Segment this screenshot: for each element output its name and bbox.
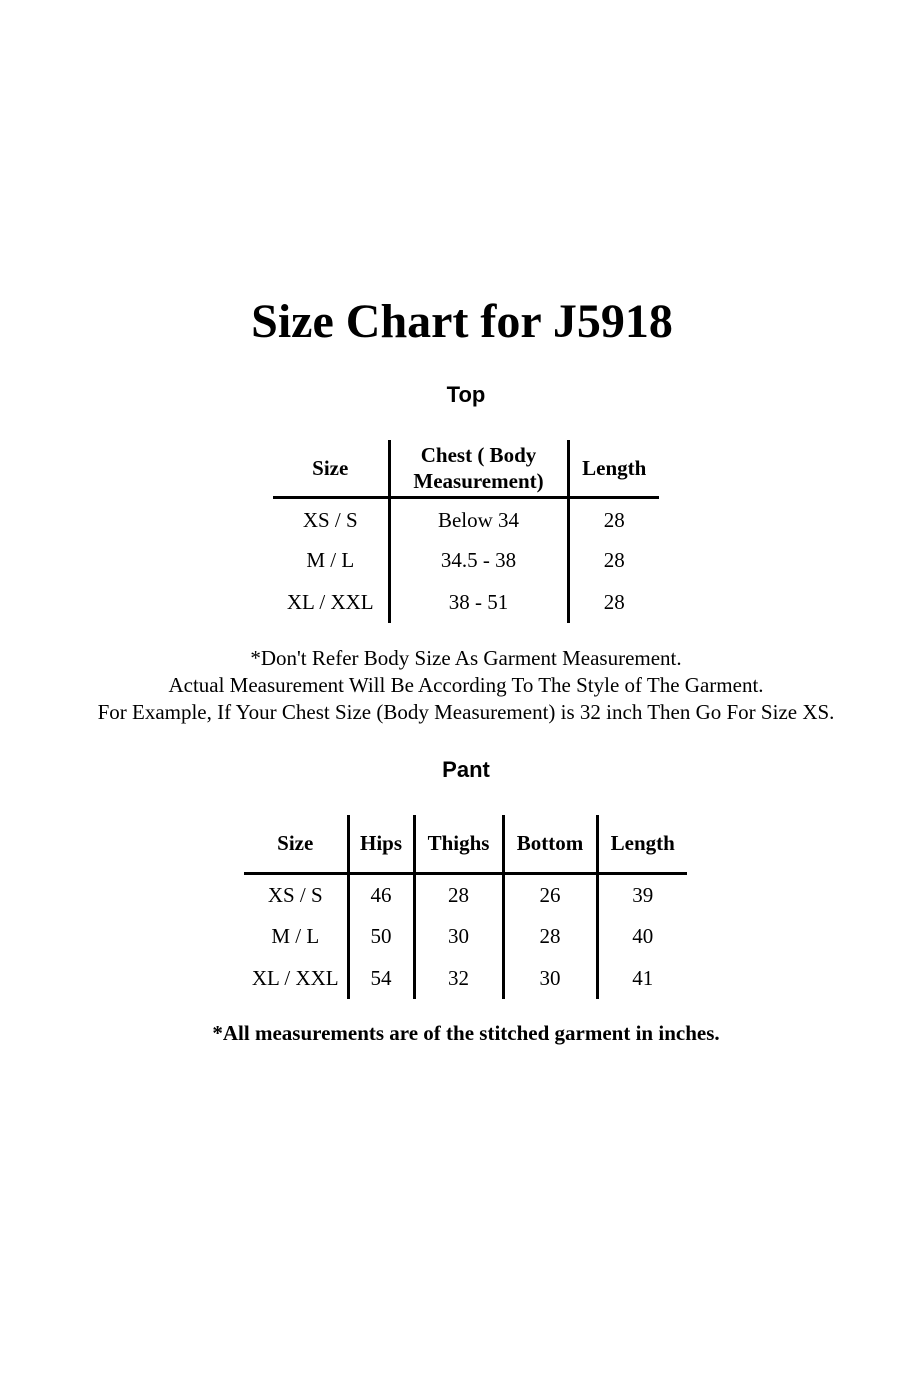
table-row: [244, 915, 687, 957]
pant-cell-thighs: 32: [414, 957, 503, 999]
pant-cell-hips: 50: [348, 915, 414, 957]
top-section-label: Top: [446, 382, 486, 407]
top-header-chest-line2: Measurement): [413, 468, 544, 493]
table-row: [244, 957, 687, 999]
pant-cell-thighs: 28: [414, 873, 503, 915]
table-row: [273, 539, 659, 581]
note-line: For Example, If Your Chest Size (Body Measurement) is 32 inch Then Go For Size XS.: [97, 700, 835, 724]
top-size-table: [273, 440, 659, 623]
pant-cell-size: XL / XXL: [251, 966, 339, 990]
top-cell-chest: 34.5 - 38: [389, 539, 568, 581]
top-cell-chest: Below 34: [389, 497, 568, 539]
pant-header-thighs: Thighs: [414, 815, 503, 873]
pant-cell-length: 39: [597, 873, 687, 915]
pant-header-hips: Hips: [348, 815, 414, 873]
pant-header-size: Size: [277, 831, 314, 856]
pant-cell-hips: 46: [348, 873, 414, 915]
top-cell-size: M / L: [306, 548, 355, 572]
top-header-row: [273, 440, 659, 497]
top-cell-length: 28: [568, 497, 659, 539]
pant-cell-length: 41: [597, 957, 687, 999]
pant-cell-bottom: 26: [503, 873, 597, 915]
table-row: [273, 497, 659, 539]
pant-header-length: Length: [597, 815, 687, 873]
table-row: [244, 873, 687, 915]
pant-cell-thighs: 30: [414, 915, 503, 957]
pant-cell-size: M / L: [271, 924, 320, 948]
pant-cell-bottom: 28: [503, 915, 597, 957]
pant-header-row: [244, 815, 687, 873]
top-header-length: Length: [568, 440, 659, 497]
page-title: Size Chart for J5918: [251, 295, 673, 348]
top-cell-length: 28: [568, 539, 659, 581]
top-cell-size: XL / XXL: [286, 590, 374, 614]
top-cell-length: 28: [568, 581, 659, 623]
table-row: [273, 581, 659, 623]
top-header-chest-line1: Chest ( Body: [420, 442, 537, 467]
measurement-note: [0, 645, 924, 726]
pant-cell-length: 40: [597, 915, 687, 957]
pant-header-bottom: Bottom: [503, 815, 597, 873]
pant-cell-size: XS / S: [267, 882, 323, 907]
pant-cell-bottom: 30: [503, 957, 597, 999]
note-line: *Don't Refer Body Size As Garment Measurement.: [250, 646, 682, 670]
footnote: *All measurements are of the stitched garment in inches.: [212, 1021, 720, 1045]
top-cell-size: XS / S: [302, 507, 358, 532]
top-cell-chest: 38 - 51: [389, 581, 568, 623]
pant-size-table: [244, 815, 687, 999]
top-header-size: Size: [312, 455, 349, 480]
pant-cell-hips: 54: [348, 957, 414, 999]
note-line: Actual Measurement Will Be According To The Style of The Garment.: [168, 673, 764, 697]
pant-section-label: Pant: [442, 757, 490, 782]
top-header-chest: [389, 440, 568, 497]
